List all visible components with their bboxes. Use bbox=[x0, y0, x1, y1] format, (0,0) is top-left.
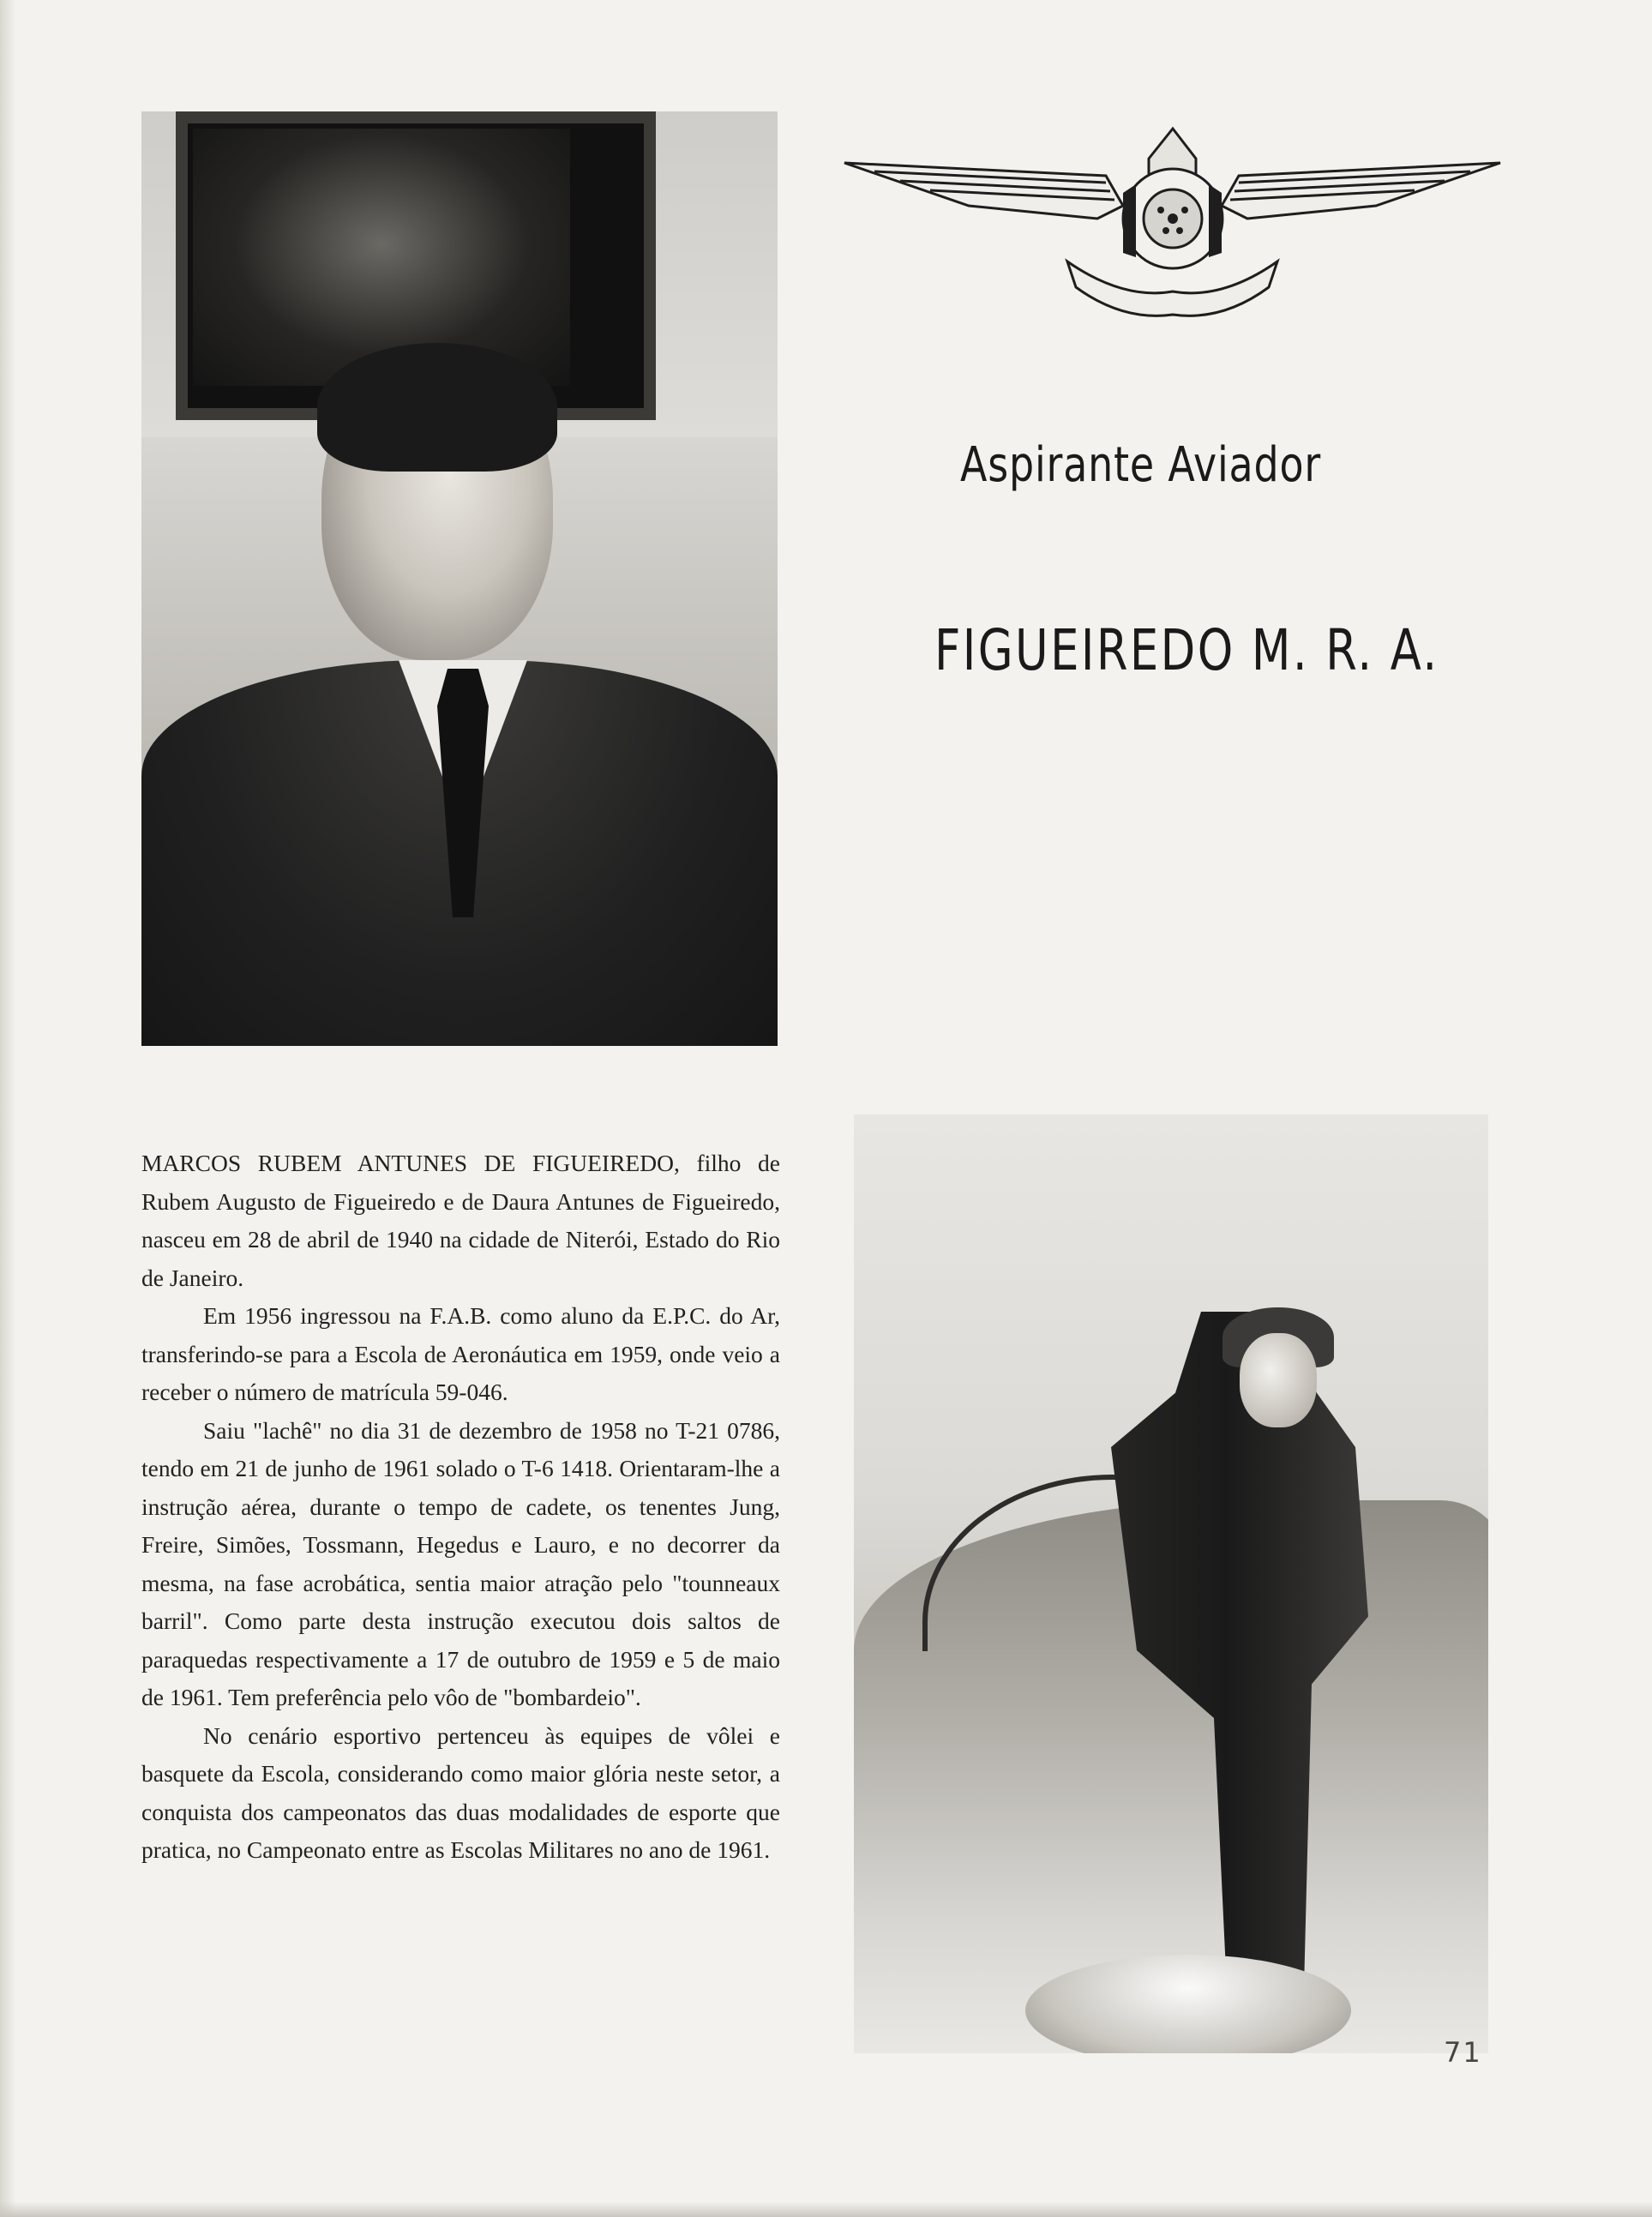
bio-paragraph-1: MARCOS RUBEM ANTUNES DE FIGUEIREDO, filho de Rubem Augusto de Figueiredo e de Daura Antunes de Figueiredo, nasceu em 28 de abril de 1940 na cidade de Niterói, Estado do Rio de Janeiro. bbox=[141, 1150, 780, 1291]
page-edge-shadow bbox=[0, 0, 15, 2217]
biography-text bbox=[141, 1145, 780, 1870]
frame-crest-icon bbox=[193, 129, 570, 386]
pilot-on-aircraft-photo bbox=[854, 1115, 1488, 2053]
air-force-wings-icon bbox=[840, 124, 1505, 330]
bio-paragraph-2: Em 1956 ingressou na F.A.B. como aluno da E.P.C. do Ar, transferindo-se para a Escola de Aeronáutica em 1959, onde veio a receber o número de matrícula 59-046. bbox=[141, 1302, 780, 1405]
bio-paragraph-3: Saiu "lachê" no dia 31 de dezembro de 1958 no T-21 0786, tendo em 21 de junho de 1961 solado o T-6 1418. Orientaram-lhe a instrução aérea, durante o tempo de cadete, os tenentes Jung, Freire, Simões, Tossmann, Hegedus e Lauro, e no decorrer da mesma, na fase acrobática, sentia maior atração pelo "tounneaux barril". Como parte desta instrução executou dois saltos de paraquedas respectivamente a 17 de outubro de 1959 e 5 de maio de 1961. Tem preferência pelo vôo de "bombardeio". bbox=[141, 1416, 780, 1710]
cadet-portrait-photo bbox=[141, 111, 778, 1046]
cadet-name-title: FIGUEIREDO M. R. A. bbox=[934, 617, 1439, 683]
page-number: 71 bbox=[1444, 2036, 1482, 2069]
bio-paragraph-4: No cenário esportivo pertenceu às equipes de vôlei e basquete da Escola, considerando como maior glória neste setor, a conquista dos campeonatos das duas modalidades de esporte que pratica, no Campeonato entre as Escolas Militares no ano de 1961. bbox=[141, 1721, 780, 1863]
page-bottom-edge bbox=[0, 2202, 1652, 2217]
pilot-face bbox=[1240, 1333, 1317, 1427]
cadet-hair bbox=[317, 343, 557, 472]
rank-title: Aspirante Aviador bbox=[960, 437, 1322, 493]
